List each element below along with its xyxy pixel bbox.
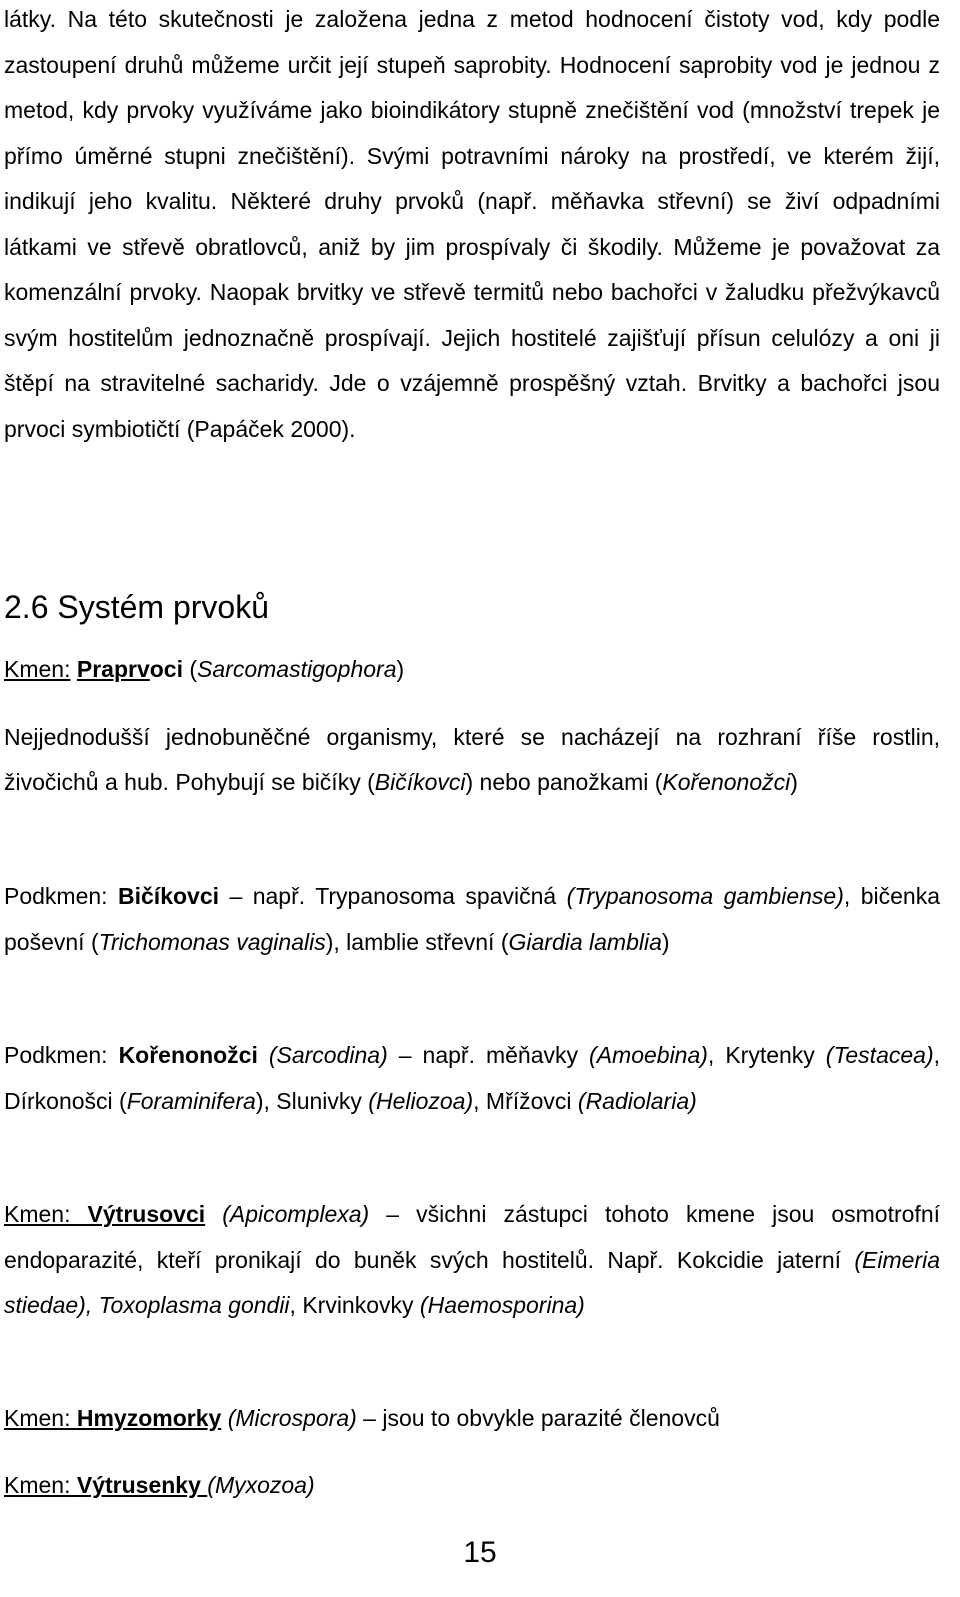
korenonozci-name: Kořenonožci [118,1042,258,1068]
bicikovci-name: Bičíkovci [118,883,220,909]
korenonozci-block [4,1033,940,1124]
intro-paragraph: látky. Na této skutečnosti je založena jedna z metod hodnocení čistoty vod, kdy podle zastoupení druhů můžeme určit její stupeň saprobity. Hodnocení saprobity vod je jednou z metod, kdy prvoky využíváme jako bioindikátory stupně znečištění vod (množství trepek je přímo úměrné stupni znečištění). Svými potravními nároky na prostředí, ve kterém žijí, indikují jeho kvalitu. Některé druhy prvoků (např. měňavka střevní) se živí odpadními látkami ve střevě obratlovců, aniž by jim prospívaly či škodily. Můžeme je považovat za komenzální prvoky. Naopak brvitky ve střevě termitů nebo bachořci v žaludku přežvýkavců svým hostitelům jednoznačně prospívají. Jejich hostitelé zajišťují přísun celulózy a oni ji štěpí na stravitelné sacharidy. Jde o vzájemně prospěšný vztah. Brvitky a bachořci jsou prvoci symbiotičtí (Papáček 2000). [4,6,940,442]
vytrusovci-name: Výtrusovci [87,1201,206,1227]
praprvoci-description: Nejjednodušší jednobuněčné organismy, které se nacházejí na rozhraní říše rostlin, živočichů a hub. Pohybují se bičíky (Bičíkovci) nebo panožkami (Kořenonožci) [4,723,940,795]
hmyzomorky-paragraph: Kmen: Hmyzomorky (Microspora) – jsou to obvykle parazité členovců [4,1405,720,1431]
bicikovci-paragraph: Podkmen: Bičíkovci – např. Trypanosoma spavičná (Trypanosoma gambiense), bičenka poševní (Trichomonas vaginalis), lamblie střevní (Giardia lamblia) [4,883,940,955]
page-number: 15 [463,1536,497,1569]
vytrusenky-block [4,1463,940,1509]
vytrusenky-name: Výtrusenky [76,1472,208,1498]
kmen-label: Kmen: [4,656,71,682]
korenonozci-paragraph: Podkmen: Kořenonožci (Sarcodina) – např. měňavky (Amoebina), Krytenky (Testacea), Dírkonošci (Foraminifera), Slunivky (Heliozoa), Mřížovci (Radiolaria) [4,1042,940,1114]
bicikovci-block [4,874,940,965]
praprvoci-name-end: oci [149,656,183,682]
vytrusenky-paragraph: Kmen: Výtrusenky (Myxozoa) [4,1472,315,1498]
praprvoci-title: Kmen: Praprvoci (Sarcomastigophora) [4,656,405,682]
hmyzomorky-block [4,1396,940,1442]
vytrusovci-block [4,1192,940,1329]
praprvoci-name: Praprv [76,656,150,682]
section-heading: 2.6 Systém prvoků [4,589,269,625]
praprvoci-block [4,647,940,806]
vytrusovci-paragraph: Kmen: Výtrusovci (Apicomplexa) – všichni zástupci tohoto kmene jsou osmotrofní endoparazité, kteří pronikají do buněk svých hostitelů. Např. Kokcidie jaterní (Eimeria stiedae), Toxoplasma gondii, Krvinkovky (Haemosporina) [4,1201,941,1318]
hmyzomorky-name: Hmyzomorky [76,1405,222,1431]
praprvoci-latin: Sarcomastigophora [197,656,397,682]
